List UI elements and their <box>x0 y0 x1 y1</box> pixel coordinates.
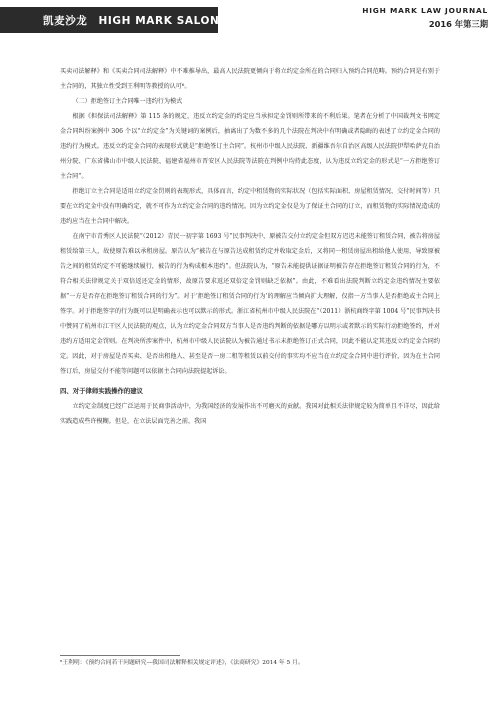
issue-label: 2016 年第三期 <box>428 19 488 29</box>
footnote: ⁶王利明：《预约合同若干问题研究—我国司法解释相关规定评述》，《法商研究》2014 年 5 月。 <box>60 660 304 666</box>
salon-banner <box>0 7 218 33</box>
paragraph: 拒绝订立主合同是适用立约定金罚则的表现形式，具体而言，约定中租赁物的实际状况（包括实际面积、房屋租赁情况、交付时间等）只要在立约定金中没有明确约定，就不可作为立约定金合同的违约情况。因为立约定金仅是为了保证主合同的订立，而租赁物的实际情况造成的违约应当在主合同中解决。 <box>60 188 440 225</box>
paragraph: 在南宁市青秀区人民法院“（2012）青民一初字第 1693 号”民事判决中，原被告交付立约定金但双方迟迟未能签订租赁合同，被告将房屋租赁给第三人，故使原告难以承租房屋。原告认为“被告在与原告达成租赁约定并收取定金后，又将同一租赁房屋出租给他人使用，导致原被告之间的租赁约定不可能继续履行，被告的行为构成根本违约”。但法院认为，“原告未能提供证据证明被告存在拒绝签订租赁合同的行为，不符合相关法律规定关于双倍返还定金的情形，故原告要求返还双倍定金罚则缺乏依据”。由此，不难看出法院判断立约定金违约情况主要依据“一方是否存在拒绝签订租赁合同的行为”。对于‘拒绝签订租赁合同的行为’的理解应当倾向扩大理解，仅指一方当事人是否拒绝或主合同上签字。对于拒绝签字的行为既可以是明确表示也可以默示的形式。浙江省杭州市中级人民法院在“（2011）浙杭商终字第 1004 号”民事判决书中赞同了杭州市江干区人民法院的观点，认为立约定金合同双方当事人是否违约判断的依据是哪方以明示或者默示的实际行动拒绝签约，并对违约方适用定金罚则。在判决所涉案件中，杭州市中级人民法院认为被告通过书示未拒绝签订正式合同，因此不能认定其违反立约定金合同约定。因此，对于房屋是否买卖、是否出租他人、甚至是否一房二租等租赁以前交付的事实均不应当在立约定金合同中进行评价，因为在主合同签订后，房屋交付不能等问题可以依据主合同向法院提起诉讼。 <box>60 233 440 375</box>
paragraph: 根据《担保法司法解释》第 115 条的规定，违反立约定金的约定应当承担定金罚则所带来的不利后果。笔者在分析了中国裁判文书网定金合同纠纷案例中 306 个以“立约定金”为关键词的案例后，抽离出了为数不多的几个法院在判决中有明确或者隐晦的表述了立约定金合同的违约行为模式。违反立约定金合同的表现形式就是“拒绝签订主合同”。杭州市中级人民法院、新疆维吾尔自治区高级人民法院伊犁哈萨克自治州分院、广东省佛山市中级人民法院、福建省福州市晋安区人民法院等法院在判例中均持此态度，认为违反立约定金的形式是“一方拒绝签订主合同”。 <box>60 113 440 180</box>
article-body <box>60 64 440 429</box>
paragraph: 立约定金制度已经广泛运用于民商事活动中，为我国经济的发展作出不可磨灭的贡献。我国对此相关法律规定较为简单且不详尽，因此给实践造成些许模糊。但是，在立法层面完善之前，我国 <box>60 403 440 425</box>
footnote-divider <box>60 655 180 656</box>
section-heading: 四、对于律师实践操作的建议 <box>60 387 144 395</box>
salon-title: 凯麦沙龙 HIGH MARK SALON <box>43 14 220 27</box>
sub-heading: （二）拒绝签订主合同唯一违约行为模式 <box>72 98 183 105</box>
paragraph-continued: 买卖司法解释》和《买卖合同司法解释》中不难推导出，最高人民法院更倾向于将立约定金所在的合同归入预约合同范畴。预约合同是有别于主合同的，其独立性受到王利明等教授的认可⁶。 <box>60 68 440 90</box>
page-header <box>0 0 500 40</box>
journal-name: HIGH MARK LAW JOURNAL <box>362 6 488 15</box>
